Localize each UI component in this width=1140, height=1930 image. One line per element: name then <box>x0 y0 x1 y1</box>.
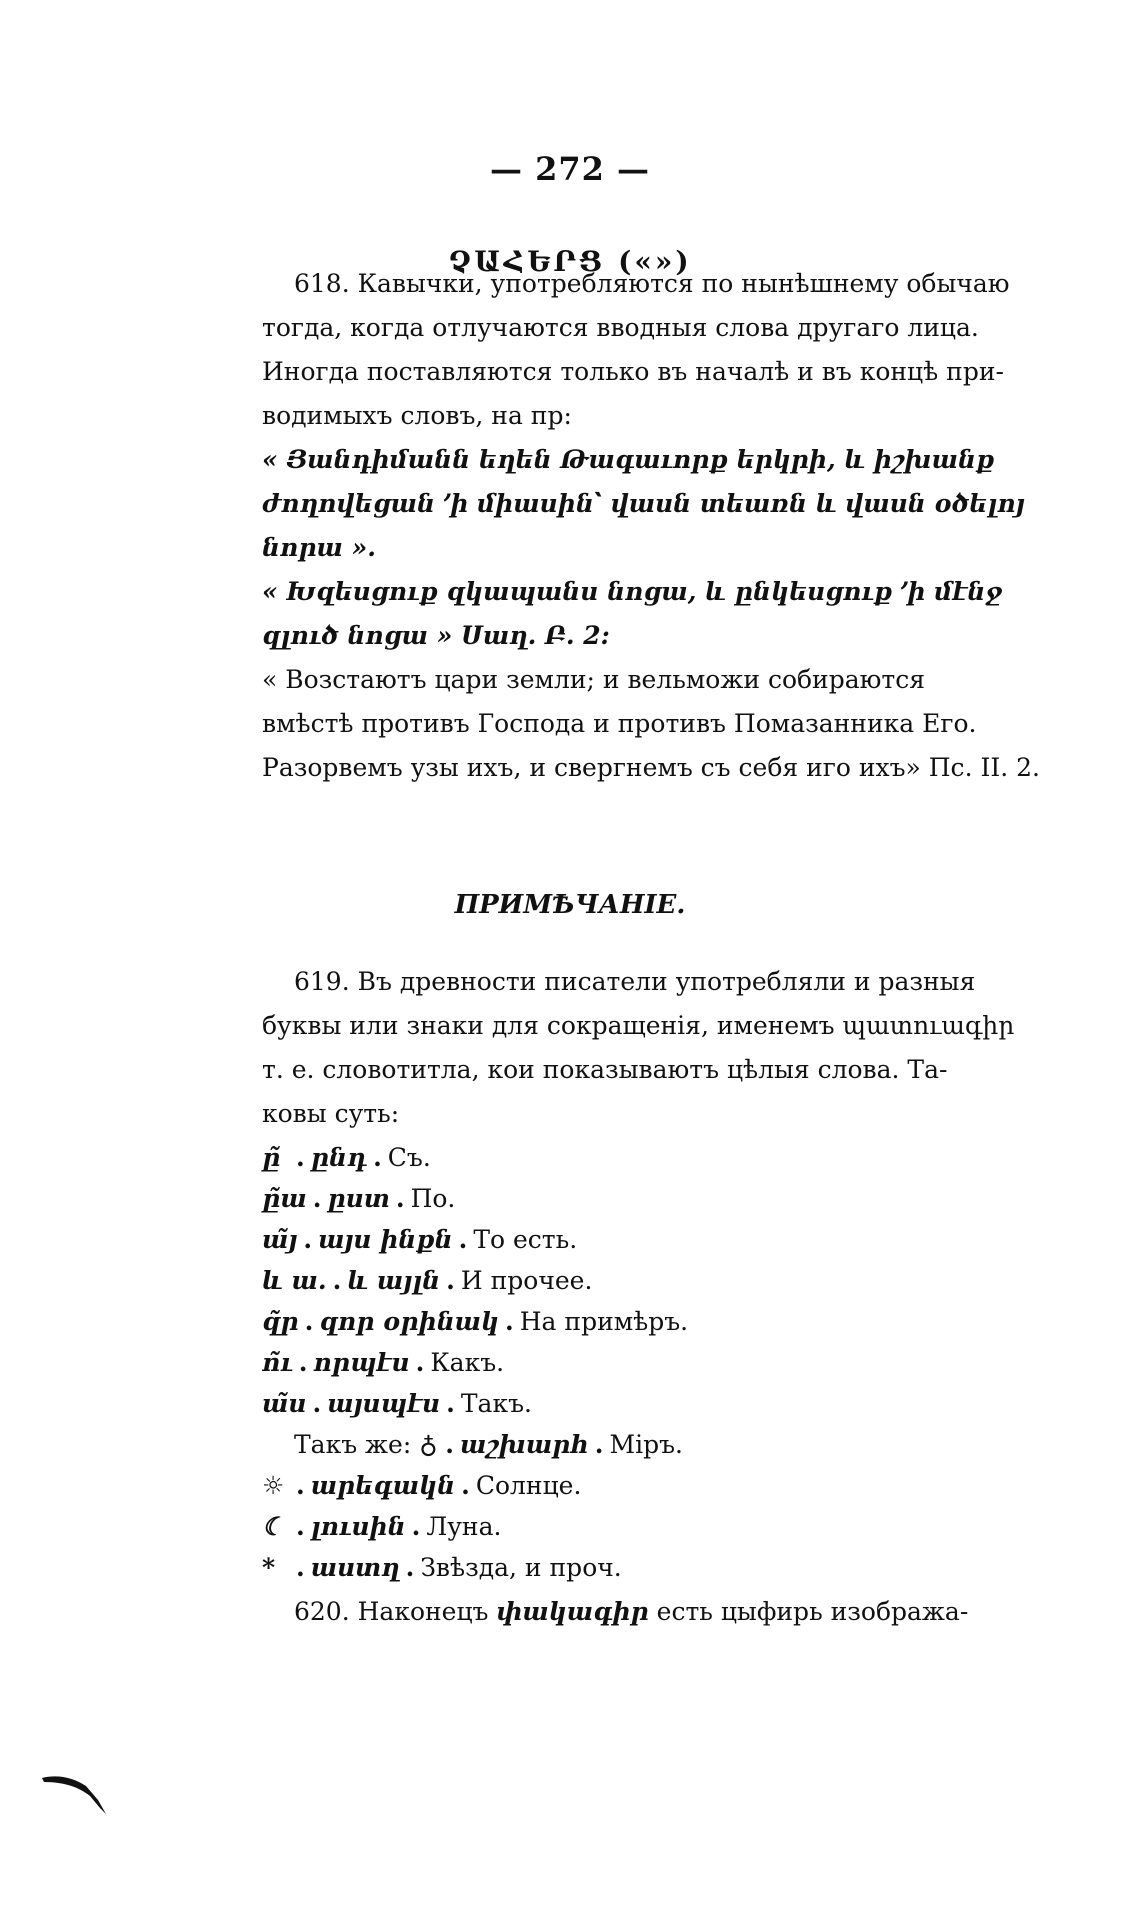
meaning: И прочее. <box>460 1266 593 1295</box>
meaning: Съ. <box>387 1143 431 1172</box>
note-heading: ПРИМѢЧАНІЕ. <box>454 890 686 920</box>
armenian-word: որպէս <box>313 1348 410 1377</box>
armenian-word: լուսին <box>310 1512 406 1541</box>
list-item: ա̃յ . այս ինքն . То есть. <box>262 1219 1024 1260</box>
meaning: То есть. <box>473 1225 578 1254</box>
armenian-word: ընդ <box>310 1143 368 1172</box>
russian-quote-line: вмѣстѣ противъ Господа и противъ Помазанника Его. <box>262 709 977 738</box>
text-line: 618. Кавычки, употребляются по нынѣшнему обычаю <box>294 269 1010 298</box>
paragraph-618 <box>262 262 1040 790</box>
text-line: 619. Въ древности писатели употребляли и разныя <box>294 967 976 996</box>
abbreviation-glyph: ո̃ւ <box>262 1348 293 1377</box>
meaning: Такъ. <box>460 1389 532 1418</box>
text-line: буквы или знаки для сокращенія, именемъ պատուագիր <box>262 1011 1015 1040</box>
armenian-word: արեգակն <box>310 1471 456 1500</box>
list-item: ը̃ա . ըստ . По. <box>262 1178 1024 1219</box>
abbreviation-glyph: ը̃ա <box>262 1184 307 1213</box>
list-item: Такъ же: ♁ . աշխարհ . Міръ. <box>262 1424 1024 1465</box>
meaning: Луна. <box>426 1512 502 1541</box>
list-item: ☼ . արեգակն . Солнце. <box>262 1465 1024 1506</box>
text-line <box>262 1590 1024 1634</box>
russian-quote-line: « Возстаютъ цари земли; и вельможи собираются <box>262 665 925 694</box>
armenian-word: այսպէս <box>327 1389 441 1418</box>
abbreviation-list <box>262 1137 1024 1588</box>
text-line: водимыхъ словъ, на пр: <box>262 401 572 430</box>
abbreviation-glyph: ա̃ս <box>262 1389 307 1418</box>
text-fragment: есть цыфирь изобража- <box>656 1597 969 1626</box>
list-item: ը̃ . ընդ . Съ. <box>262 1137 1024 1178</box>
meaning: На примѣръ. <box>519 1307 689 1336</box>
list-item: * . աստղ . Звѣзда, и проч. <box>262 1547 1024 1588</box>
abbreviation-glyph: ը̃ <box>262 1143 281 1172</box>
section-number: 620. <box>294 1597 350 1626</box>
armenian-quote-line: « Յանդիմանն եղեն Թագաւորք երկրի, և իշխանք <box>262 445 995 474</box>
armenian-quote-line: զլուծ նոցա » Սաղ. Բ. 2: <box>262 621 610 650</box>
armenian-quote-line: ժողովեցան ՚ի միասին՝ վասն տեառն և վասն օծելոյ <box>262 489 1025 518</box>
meaning: Міръ. <box>609 1430 683 1459</box>
ink-mark-icon <box>40 1770 110 1820</box>
abbreviation-glyph: ա̃յ <box>262 1225 298 1254</box>
text-line: ковы суть: <box>262 1099 400 1128</box>
abbreviation-glyph: զ̃ր <box>262 1307 299 1336</box>
sun-icon: ☼ <box>262 1471 285 1500</box>
prefix-text: Такъ же: <box>294 1430 412 1459</box>
text-fragment: Наконецъ <box>357 1597 489 1626</box>
meaning: Солнце. <box>475 1471 582 1500</box>
list-item: զ̃ր . զոր օրինակ . На примѣръ. <box>262 1301 1024 1342</box>
text-line: т. е. словотитла, кои показываютъ цѣлыя слова. Та- <box>262 1055 948 1084</box>
text-line: Иногда поставляются только въ началѣ и въ концѣ при- <box>262 357 1004 386</box>
armenian-word: այս ինքն <box>318 1225 453 1254</box>
meaning: По. <box>410 1184 456 1213</box>
moon-icon: ☾ <box>262 1512 285 1541</box>
armenian-word: փակագիր <box>496 1597 649 1626</box>
russian-quote-line: Разорвемъ узы ихъ, и свергнемъ съ себя иго ихъ» Пс. II. 2. <box>262 753 1040 782</box>
star-icon: * <box>262 1553 276 1582</box>
armenian-quote-line: « Խզեսցուք զկապանս նոցա, և ընկեսցուք ՚ի մէնջ <box>262 577 1003 606</box>
world-icon: ♁ <box>419 1430 438 1459</box>
armenian-word: աստղ <box>310 1553 400 1582</box>
page-number: — 272 — <box>489 150 651 188</box>
list-item: և ա. . և այլն . И прочее. <box>262 1260 1024 1301</box>
list-item: ☾ . լուսին . Луна. <box>262 1506 1024 1547</box>
section-heading: ՉԱՀԵՐՑ («») <box>448 245 692 278</box>
meaning: Какъ. <box>430 1348 505 1377</box>
armenian-word: աշխարհ <box>459 1430 589 1459</box>
armenian-word: զոր օրինակ <box>319 1307 500 1336</box>
abbreviation-glyph: և ա. <box>262 1266 327 1295</box>
list-item: ո̃ւ . որպէս . Какъ. <box>262 1342 1024 1383</box>
meaning: Звѣзда, и проч. <box>420 1553 622 1582</box>
text-line: тогда, когда отлучаются вводныя слова другаго лица. <box>262 313 979 342</box>
paragraph-620 <box>262 1590 1024 1634</box>
armenian-word: և այլն <box>347 1266 441 1295</box>
list-item: ա̃ս . այսպէս . Такъ. <box>262 1383 1024 1424</box>
paragraph-619 <box>262 960 1024 1136</box>
armenian-word: ըստ <box>327 1184 390 1213</box>
armenian-quote-line: նորա ». <box>262 533 376 562</box>
